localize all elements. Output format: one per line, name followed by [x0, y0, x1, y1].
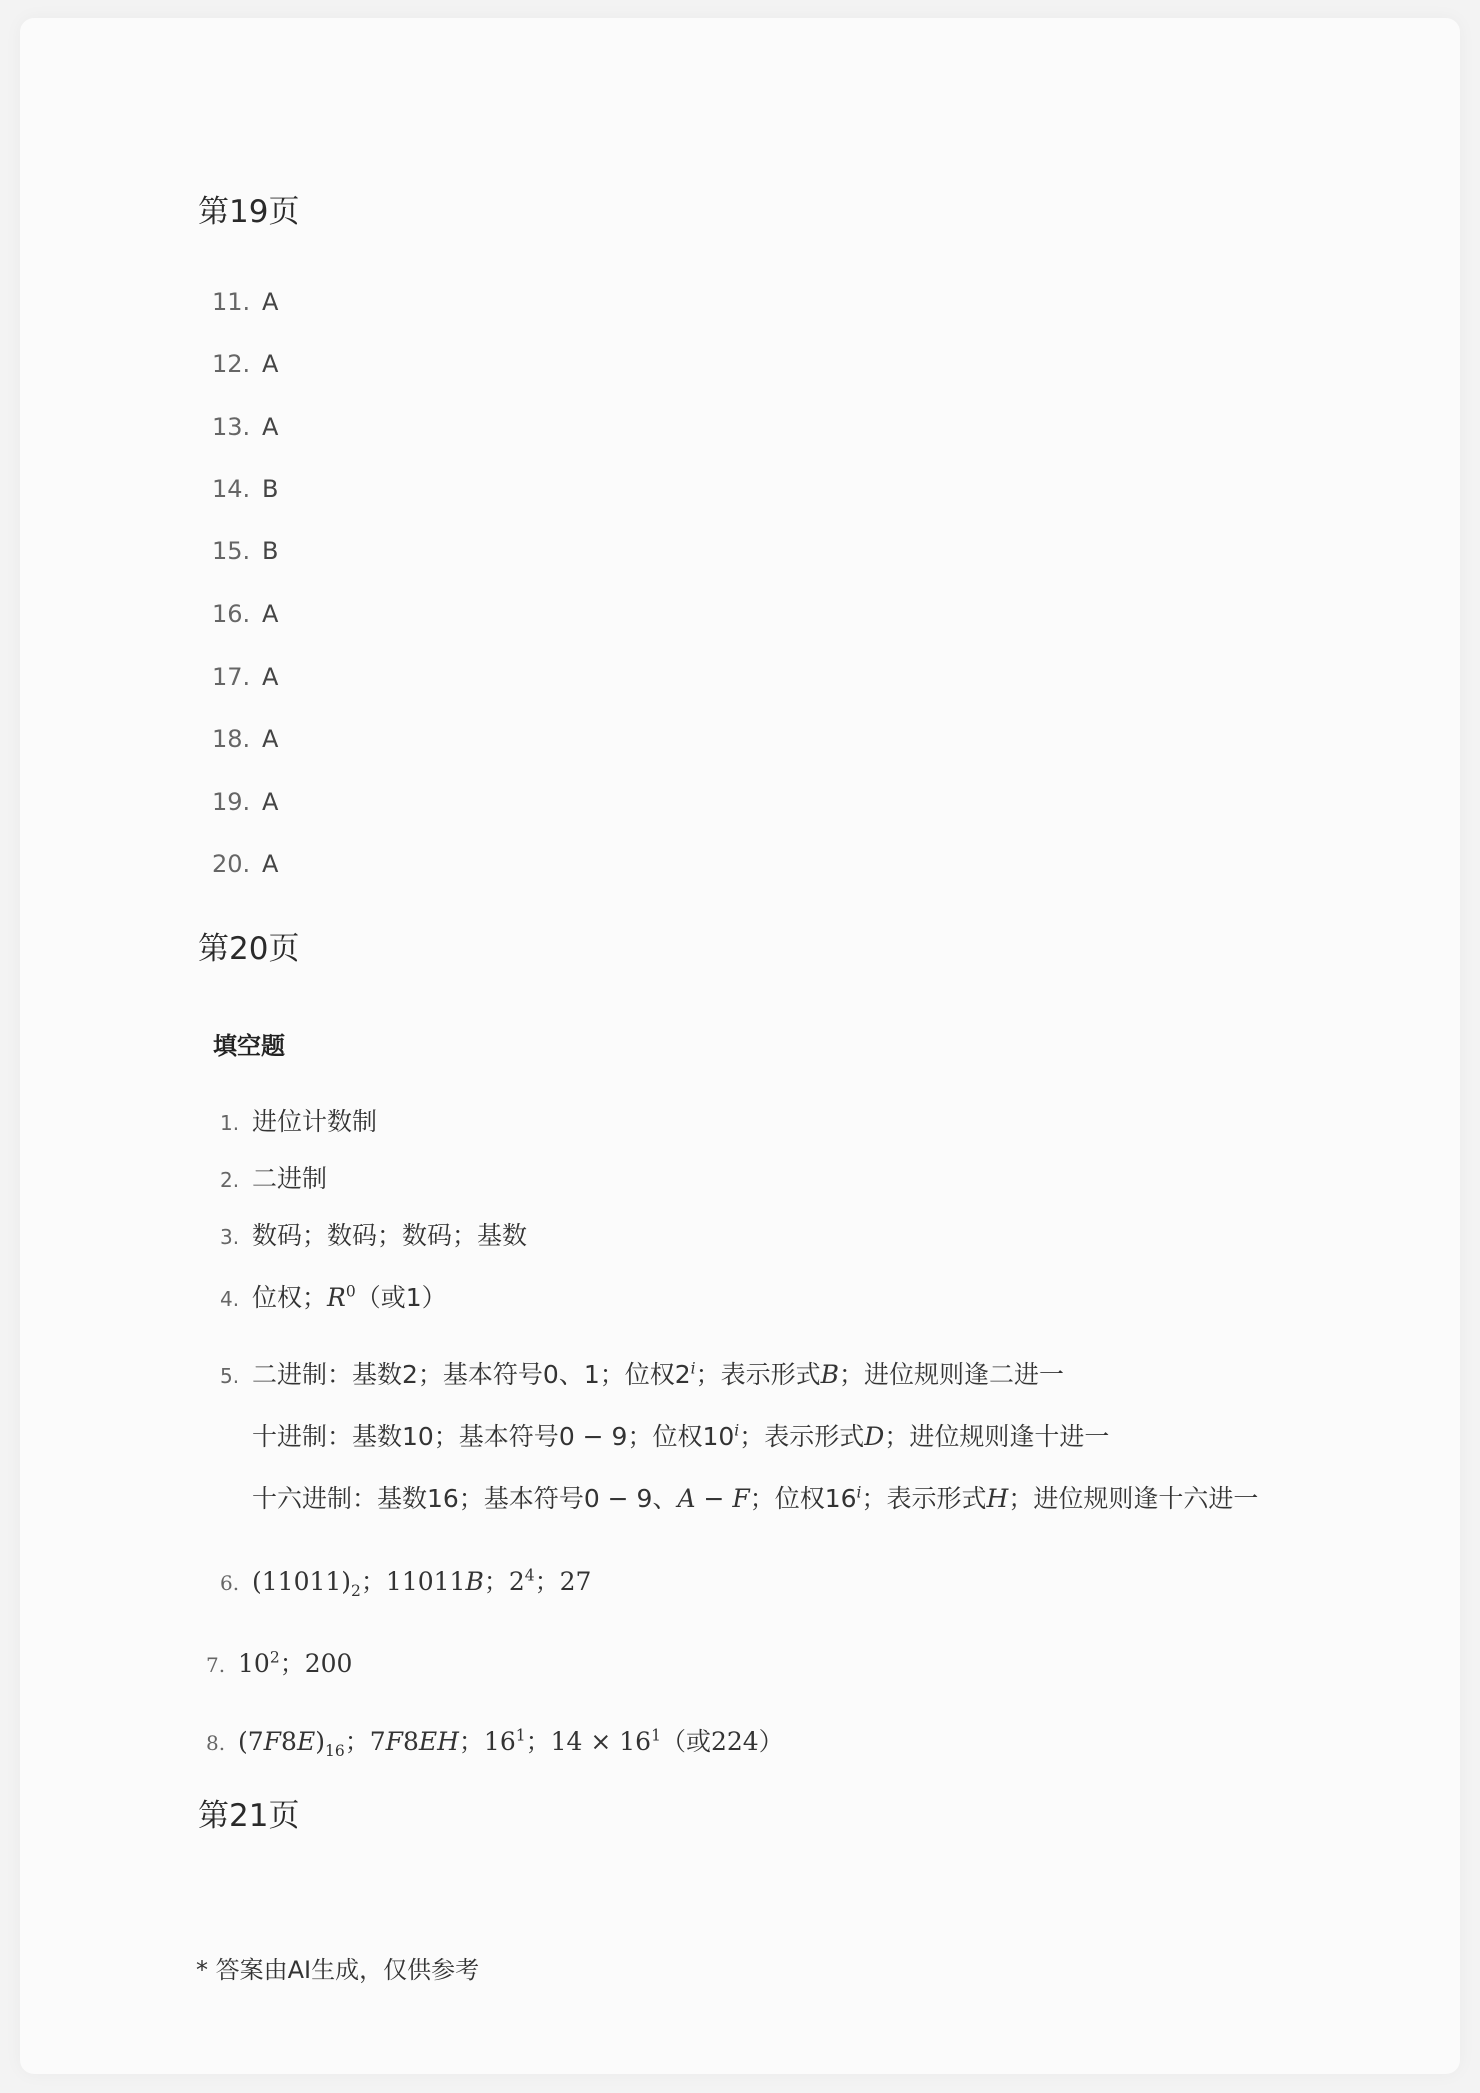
- answer-text: 十进制：基数10；基本符号0 − 9；位权10: [252, 1422, 735, 1451]
- item-answer: A: [262, 725, 279, 753]
- answer-text: ；表示形式: [695, 1360, 821, 1389]
- answer-text: ；2: [483, 1567, 525, 1596]
- fill-item-5: [220, 1355, 1064, 1391]
- answer-text: ；表示形式: [739, 1422, 865, 1451]
- answer-text: −: [695, 1484, 733, 1513]
- fill-item-3: [220, 1216, 527, 1252]
- item-answer: A: [262, 663, 279, 691]
- answer-text: ；11011: [360, 1567, 466, 1596]
- superscript: 4: [524, 1566, 535, 1585]
- fill-item-6: [220, 1562, 591, 1600]
- item-number: 15.: [212, 537, 251, 565]
- fill-item-7: [206, 1644, 352, 1680]
- item-answer: 二进制: [252, 1164, 328, 1193]
- list-item: [212, 850, 278, 878]
- math-var: H: [986, 1484, 1009, 1513]
- math-var: A: [677, 1484, 696, 1513]
- math-var: F: [385, 1727, 403, 1756]
- answer-text: ；16: [458, 1727, 516, 1756]
- answer-text: （或224）: [660, 1727, 784, 1756]
- answer-text: 位权；: [252, 1283, 328, 1312]
- item-number: 1.: [220, 1111, 240, 1135]
- item-answer: A: [262, 850, 279, 878]
- answer-text: 8: [281, 1727, 297, 1756]
- item-number: 2.: [220, 1168, 240, 1192]
- list-item: [212, 475, 278, 503]
- item-number: 19.: [212, 788, 251, 816]
- math-var: B: [465, 1567, 484, 1596]
- section-title-p20: 第20页: [198, 931, 300, 967]
- list-item: [212, 600, 278, 628]
- superscript: 1: [651, 1726, 661, 1745]
- answer-text: ；进位规则逢十进一: [884, 1422, 1110, 1451]
- list-item: [212, 288, 278, 316]
- item-number: 16.: [212, 600, 251, 628]
- subscript: 2: [351, 1582, 361, 1600]
- superscript: 0: [345, 1282, 356, 1301]
- answer-text: ；27: [534, 1567, 592, 1596]
- answer-text: ): [315, 1727, 325, 1756]
- section-title-p19: 第19页: [198, 194, 300, 230]
- answer-text: ；表示形式: [861, 1484, 987, 1513]
- math-var: E: [296, 1727, 316, 1756]
- fill-item-2: [220, 1159, 327, 1195]
- item-number: 17.: [212, 663, 251, 691]
- math-var: F: [732, 1484, 750, 1513]
- list-item: [212, 725, 278, 753]
- list-item: [212, 413, 278, 441]
- item-number: 7.: [206, 1653, 226, 1677]
- answer-text: (7: [238, 1727, 264, 1756]
- item-number: 20.: [212, 850, 251, 878]
- superscript: i: [690, 1359, 696, 1378]
- answer-text: ；200: [279, 1649, 353, 1678]
- item-number: 4.: [220, 1287, 240, 1311]
- math-var: EH: [418, 1727, 459, 1756]
- answer-text: (11011): [252, 1567, 352, 1596]
- list-item: [212, 350, 278, 378]
- math-var: B: [820, 1360, 839, 1389]
- item-answer: B: [262, 537, 279, 565]
- item-number: 11.: [212, 288, 251, 316]
- section-title-p21: 第21页: [198, 1798, 300, 1834]
- fill-item-8: [206, 1722, 784, 1760]
- fill-item-4: [220, 1278, 447, 1314]
- item-answer: A: [262, 788, 279, 816]
- item-answer: A: [262, 350, 279, 378]
- answer-text: 10: [238, 1649, 270, 1678]
- item-answer: A: [262, 413, 279, 441]
- fill-item-1: [220, 1102, 377, 1138]
- math-var: D: [864, 1422, 885, 1451]
- item-answer: A: [262, 600, 279, 628]
- list-item: [212, 788, 278, 816]
- item-answer: 数码；数码；数码；基数: [252, 1221, 528, 1250]
- fill-item-5-line-3: [252, 1479, 1258, 1515]
- math-var: R: [327, 1283, 346, 1312]
- superscript: i: [856, 1483, 862, 1502]
- item-number: 8.: [206, 1731, 226, 1755]
- list-item: [212, 663, 278, 691]
- item-number: 18.: [212, 725, 251, 753]
- item-number: 13.: [212, 413, 251, 441]
- answer-text: ；进位规则逢二进一: [838, 1360, 1064, 1389]
- item-number: 3.: [220, 1225, 240, 1249]
- math-var: F: [263, 1727, 282, 1756]
- answer-text: ；位权16: [749, 1484, 857, 1513]
- answer-text: 十六进制：基数16；基本符号0 − 9、: [252, 1484, 678, 1513]
- item-number: 14.: [212, 475, 251, 503]
- item-number: 12.: [212, 350, 251, 378]
- item-answer: A: [262, 288, 279, 316]
- answer-text: ；进位规则逢十六进一: [1008, 1484, 1259, 1513]
- fill-item-5-line-2: [252, 1417, 1109, 1453]
- subsection-title: 填空题: [213, 1032, 285, 1060]
- answer-text: （或1）: [355, 1283, 447, 1312]
- subscript: 16: [324, 1742, 345, 1760]
- item-answer: 进位计数制: [252, 1107, 378, 1136]
- ai-disclaimer-note: * 答案由AI生成，仅供参考: [196, 1956, 480, 1984]
- superscript: 2: [269, 1648, 280, 1667]
- answer-text: ；7: [344, 1727, 386, 1756]
- answer-page: [20, 18, 1460, 2074]
- list-item: [212, 537, 278, 565]
- answer-text: 二进制：基数2；基本符号0、1；位权2: [252, 1360, 691, 1389]
- answer-text: 8: [402, 1727, 419, 1756]
- item-number: 6.: [220, 1571, 240, 1595]
- answer-text: ；14 × 16: [525, 1727, 652, 1756]
- item-answer: B: [262, 475, 279, 503]
- superscript: i: [734, 1421, 740, 1440]
- item-number: 5.: [220, 1364, 240, 1388]
- superscript: 1: [515, 1726, 526, 1745]
